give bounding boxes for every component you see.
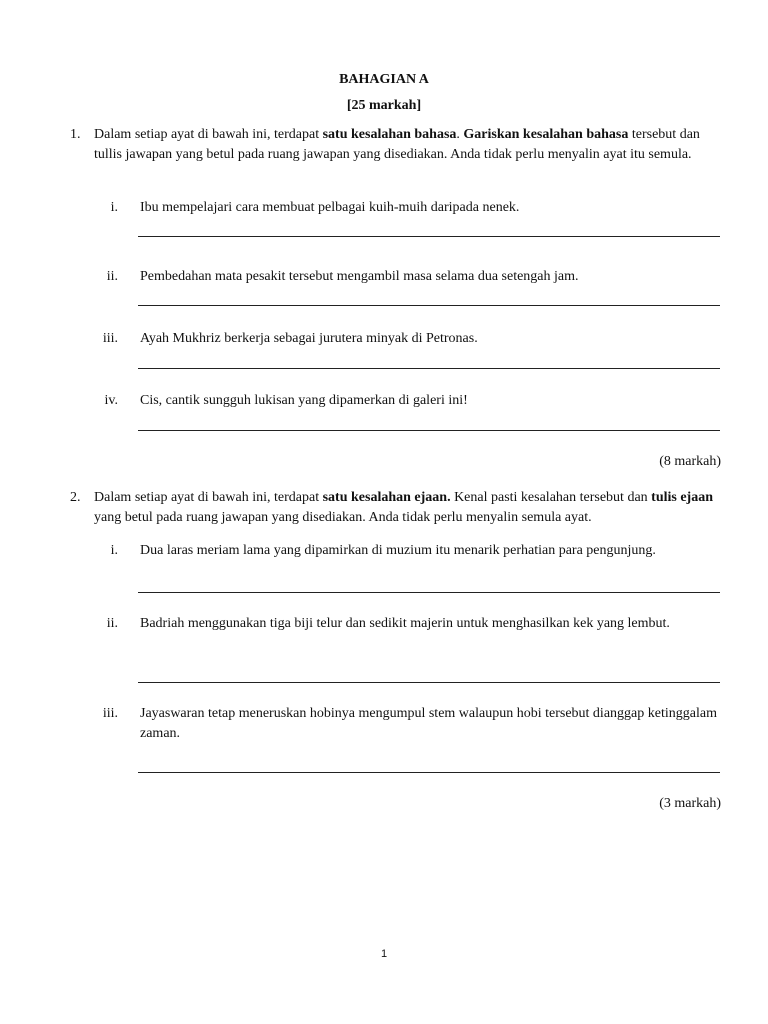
q2-item-3-answer-line[interactable] (138, 772, 720, 773)
q1-item-4-text: Cis, cantik sungguh lukisan yang dipamerkan di galeri ini! (140, 393, 468, 408)
q1-text-part3: tersebut dan tullis jawapan yang betul pada ruang jawapan yang disediakan. Anda tidak perlu menyalin ayat itu semula. (94, 127, 700, 162)
q2-item-1-answer-line[interactable] (138, 592, 720, 593)
question-1-number: 1. (70, 127, 81, 142)
q2-bold-1: satu kesalahan ejaan. (322, 490, 451, 505)
q1-marks: (8 markah) (659, 454, 721, 469)
q2-text-part2: Kenal pasti kesalahan tersebut dan (450, 490, 652, 505)
q1-item-3-answer-line[interactable] (138, 368, 720, 369)
q1-text-part1: Dalam setiap ayat di bawah ini, terdapat (94, 127, 323, 142)
q2-item-3-number: iii. (102, 706, 118, 721)
q1-item-3-number: iii. (102, 331, 118, 346)
question-2-instruction (94, 488, 722, 528)
question-2-number: 2. (70, 490, 81, 505)
q1-item-2-number: ii. (106, 269, 118, 284)
q2-item-3-text: Jayaswaran tetap meneruskan hobinya mengumpul stem walaupun hobi tersebut dianggap ketinggalam zaman. (140, 706, 717, 741)
q2-item-2-text: Badriah menggunakan tiga biji telur dan sedikit majerin untuk menghasilkan kek yang lembut. (140, 616, 670, 631)
q1-item-1-number: i. (110, 200, 118, 215)
q2-text-part3: yang betul pada ruang jawapan yang disediakan. Anda tidak perlu menyalin semula ayat. (94, 510, 592, 525)
q1-item-1-text: Ibu mempelajari cara membuat pelbagai kuih-muih daripada nenek. (140, 200, 520, 215)
q2-item-2-number: ii. (106, 616, 118, 631)
q2-text-part1: Dalam setiap ayat di bawah ini, terdapat (94, 490, 323, 505)
q1-item-4-number: iv. (104, 393, 118, 408)
q2-item-1-number: i. (110, 543, 118, 558)
question-1-instruction (94, 125, 722, 165)
q1-bold-1: satu kesalahan bahasa (322, 127, 457, 142)
q1-item-2-answer-line[interactable] (138, 305, 720, 306)
section-total-marks: [25 markah] (346, 98, 422, 113)
page-number: 1 (380, 948, 388, 960)
section-title: BAHAGIAN A (339, 72, 429, 87)
q2-marks: (3 markah) (659, 796, 721, 811)
q1-text-part2: . (456, 127, 464, 142)
q1-item-3-text: Ayah Mukhriz berkerja sebagai jurutera minyak di Petronas. (140, 331, 478, 346)
q1-bold-2: Gariskan kesalahan bahasa (463, 127, 629, 142)
q1-item-4-answer-line[interactable] (138, 430, 720, 431)
q2-item-1-text: Dua laras meriam lama yang dipamirkan di muzium itu menarik perhatian para pengunjung. (140, 543, 656, 558)
q2-item-2-answer-line[interactable] (138, 682, 720, 683)
q1-item-1-answer-line[interactable] (138, 236, 720, 237)
q1-item-2-text: Pembedahan mata pesakit tersebut mengambil masa selama dua setengah jam. (140, 269, 579, 284)
q2-bold-2: tulis ejaan (651, 490, 713, 505)
